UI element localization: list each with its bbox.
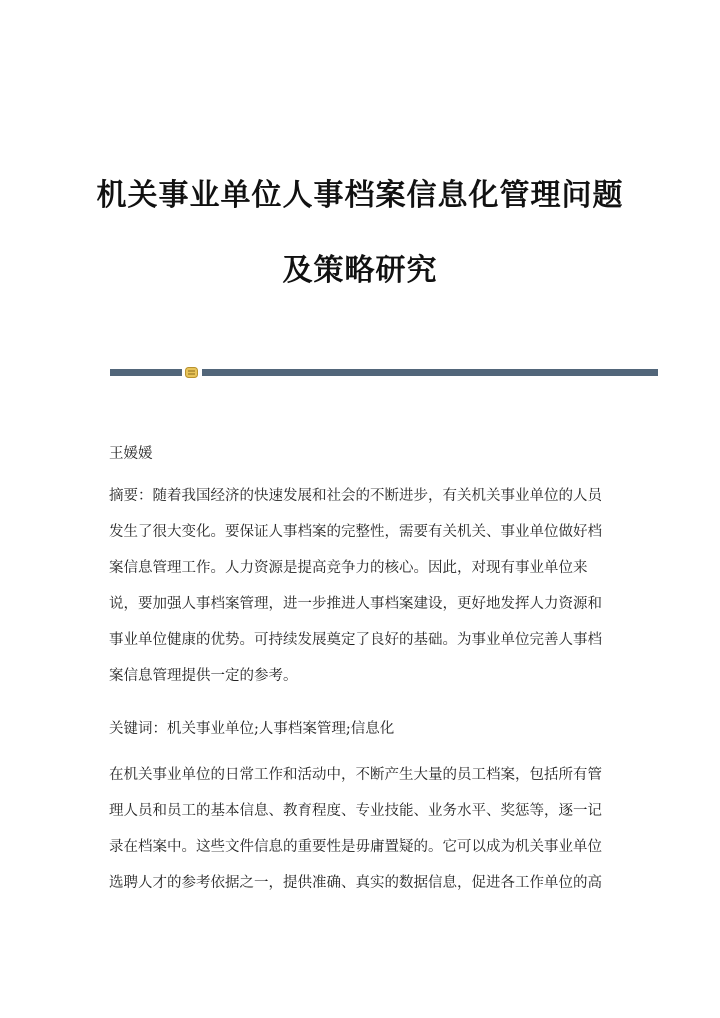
author-name: 王媛媛 (109, 446, 153, 462)
body-line: 理人员和员工的基本信息、教育程度、专业技能、业务水平、奖惩等，逐一记 (109, 803, 602, 819)
divider-bar-left (110, 369, 182, 376)
author-block (109, 436, 609, 472)
body-paragraph (109, 757, 609, 901)
abstract-line: 摘要：随着我国经济的快速发展和社会的不断进步，有关机关事业单位的人员 (109, 488, 602, 504)
keywords-line: 关键词：机关事业单位;人事档案管理;信息化 (109, 721, 395, 737)
abstract-line: 案信息管理提供一定的参考。 (109, 668, 298, 684)
abstract-line: 说，要加强人事档案管理，进一步推进人事档案建设，更好地发挥人力资源和 (109, 596, 602, 612)
document-title-line-2: 及策略研究 (282, 253, 438, 288)
abstract-paragraph (109, 478, 609, 694)
title-divider (110, 369, 658, 376)
body-line: 在机关事业单位的日常工作和活动中，不断产生大量的员工档案，包括所有管 (109, 767, 602, 783)
divider-emblem-icon (185, 367, 198, 378)
divider-bar-right (202, 369, 658, 376)
body-line: 选聘人才的参考依据之一，提供准确、真实的数据信息，促进各工作单位的高 (109, 875, 602, 891)
abstract-line: 事业单位健康的优势。可持续发展奠定了良好的基础。为事业单位完善人事档 (109, 632, 602, 648)
abstract-line: 案信息管理工作。人力资源是提高竞争力的核心。因此，对现有事业单位来 (109, 560, 588, 576)
keywords-paragraph (109, 711, 609, 747)
abstract-line: 发生了很大变化。要保证人事档案的完整性，需要有关机关、事业单位做好档 (109, 524, 602, 540)
document-title-line-1: 机关事业单位人事档案信息化管理问题 (96, 178, 624, 213)
body-line: 录在档案中。这些文件信息的重要性是毋庸置疑的。它可以成为机关事业单位 (109, 839, 602, 855)
